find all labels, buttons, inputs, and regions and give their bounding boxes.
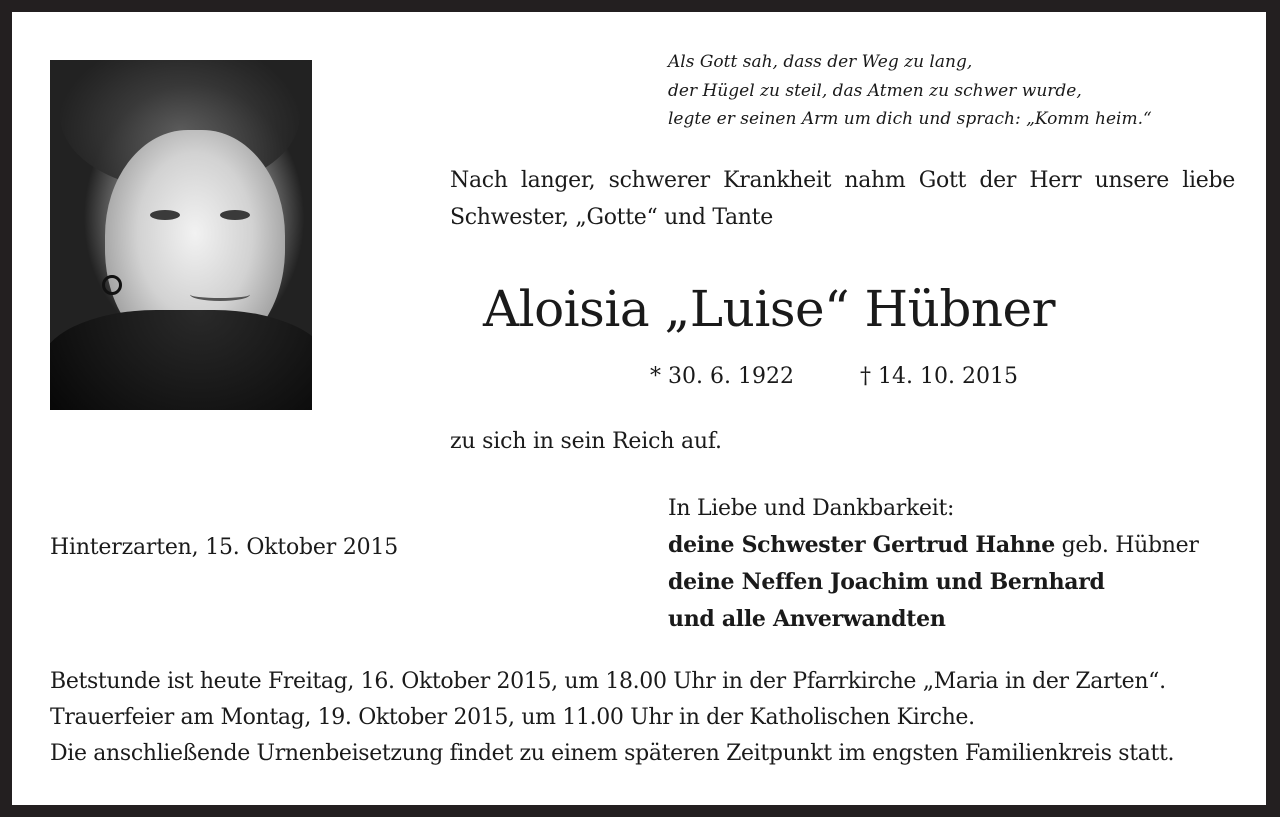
signer-note: geb. Hübner xyxy=(1054,533,1199,558)
service-line: Die anschließende Urnenbeisetzung findet zu einem späteren Zeitpunkt im engsten Familienkreis statt. xyxy=(50,741,1175,766)
intro-text: Nach langer, schwerer Krankheit nahm Gott der Herr unsere liebe Schwester, „Gotte“ und Tante xyxy=(450,168,1235,230)
signer-line xyxy=(668,601,1199,638)
service-line: Trauerfeier am Montag, 19. Oktober 2015, um 11.00 Uhr in der Katholischen Kirche. xyxy=(50,705,975,730)
birth-date: * 30. 6. 1922 xyxy=(650,364,794,389)
death-date: † 14. 10. 2015 xyxy=(860,364,1018,389)
service-info xyxy=(50,664,1240,772)
signer-name: deine Neffen Joachim und Bernhard xyxy=(668,569,1105,595)
service-line: Betstunde ist heute Freitag, 16. Oktober 2015, um 18.00 Uhr in der Pfarrkirche „Maria in der Zarten“. xyxy=(50,669,1166,694)
poem-line: der Hügel zu steil, das Atmen zu schwer wurde, xyxy=(668,80,1082,101)
poem xyxy=(668,48,1258,134)
deceased-name: Aloisia „Luise“ Hübner xyxy=(482,280,1056,338)
signers-heading: In Liebe und Dankbarkeit: xyxy=(668,496,955,521)
signers xyxy=(668,491,1199,638)
signer-line xyxy=(668,527,1199,564)
obituary-card xyxy=(12,12,1266,805)
poem-line: legte er seinen Arm um dich und sprach: „Komm heim.“ xyxy=(668,109,1152,129)
poem-line: Als Gott sah, dass der Weg zu lang, xyxy=(668,52,973,72)
signer-name: und alle Anverwandten xyxy=(668,606,946,632)
signer-name: deine Schwester Gertrud Hahne xyxy=(668,532,1055,558)
photo-eye-right xyxy=(220,210,250,220)
photo-eye-left xyxy=(150,210,180,220)
portrait-photo xyxy=(50,60,312,410)
life-dates xyxy=(650,357,1018,397)
place-date: Hinterzarten, 15. Oktober 2015 xyxy=(50,535,399,560)
signer-line xyxy=(668,564,1199,601)
closing-line: zu sich in sein Reich auf. xyxy=(450,429,722,454)
